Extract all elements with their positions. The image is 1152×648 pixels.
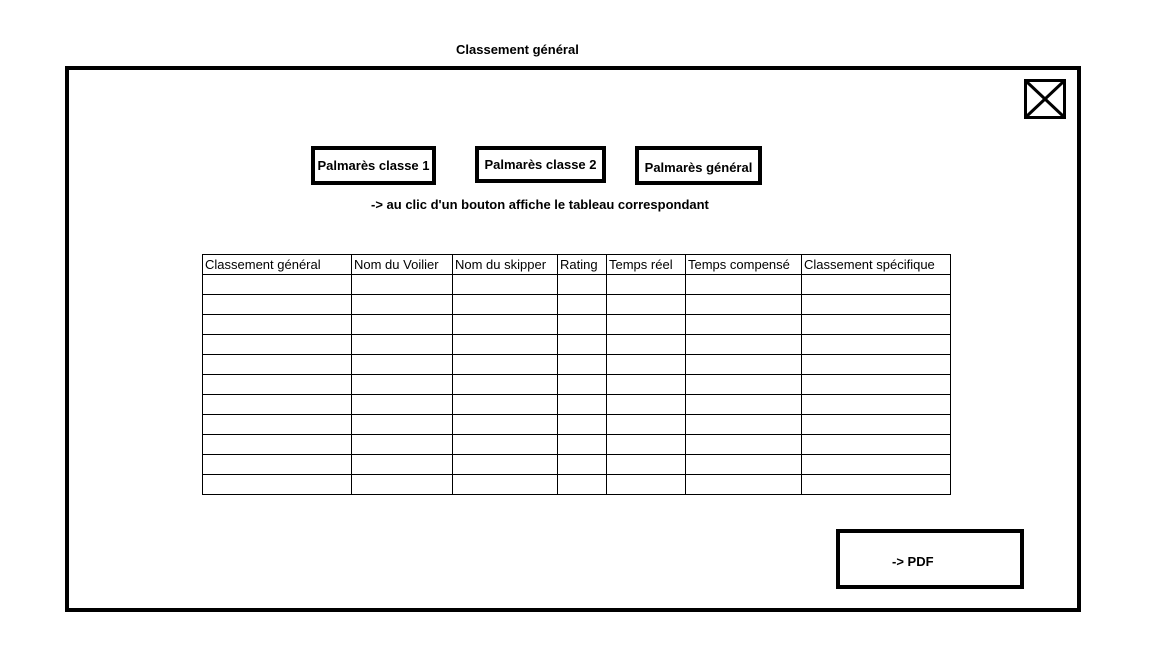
table-cell [802,455,951,475]
table-cell [607,315,686,335]
table-row [203,475,951,495]
column-header: Nom du skipper [453,255,558,275]
table-cell [203,475,352,495]
table-cell [352,315,453,335]
column-header: Rating [558,255,607,275]
column-header: Temps compensé [686,255,802,275]
table-row [203,315,951,335]
table-cell [686,295,802,315]
table-cell [802,355,951,375]
table-cell [203,455,352,475]
table-cell [352,295,453,315]
table-cell [203,315,352,335]
table-cell [802,475,951,495]
table-cell [203,435,352,455]
table-cell [352,395,453,415]
table-cell [203,295,352,315]
column-header: Temps réel [607,255,686,275]
table-cell [607,295,686,315]
table-cell [558,415,607,435]
table-cell [453,275,558,295]
table-cell [352,435,453,455]
table-cell [203,335,352,355]
table-cell [686,435,802,455]
table-cell [686,415,802,435]
table-cell [352,275,453,295]
table-cell [686,275,802,295]
table-body [203,275,951,495]
table-cell [558,475,607,495]
table-cell [607,415,686,435]
table-row [203,375,951,395]
table-cell [607,395,686,415]
close-icon [1027,82,1063,116]
palmares-classe1-button[interactable]: Palmarès classe 1 [311,146,436,185]
table-cell [558,455,607,475]
table-cell [802,415,951,435]
table-row [203,415,951,435]
table-row [203,435,951,455]
table-cell [686,315,802,335]
table-cell [352,475,453,495]
table-cell [558,355,607,375]
table-cell [558,315,607,335]
table-cell [686,375,802,395]
table-cell [607,355,686,375]
table-cell [453,475,558,495]
table-cell [203,375,352,395]
table-cell [802,395,951,415]
hint-text: -> au clic d'un bouton affiche le tableau correspondant [371,197,709,212]
table-cell [802,375,951,395]
column-header: Classement spécifique [802,255,951,275]
table-cell [686,395,802,415]
table-cell [607,435,686,455]
table-cell [558,395,607,415]
table-cell [558,295,607,315]
table-cell [352,335,453,355]
column-header: Classement général [203,255,352,275]
table-cell [352,375,453,395]
table-cell [686,475,802,495]
column-header: Nom du Voilier [352,255,453,275]
table-cell [802,335,951,355]
table-header-row [203,255,951,275]
table-row [203,355,951,375]
table-row [203,455,951,475]
table-row [203,335,951,355]
table-cell [453,455,558,475]
results-table [202,254,951,495]
table-cell [686,335,802,355]
table-cell [453,315,558,335]
table-cell [686,455,802,475]
table-cell [802,315,951,335]
table-cell [203,395,352,415]
table-cell [352,355,453,375]
close-button[interactable] [1024,79,1066,119]
table-cell [453,435,558,455]
palmares-general-button[interactable]: Palmarès général [635,146,762,185]
table-cell [802,275,951,295]
table-cell [203,355,352,375]
table-cell [453,335,558,355]
table-cell [453,355,558,375]
table-cell [607,455,686,475]
table-cell [802,295,951,315]
table-cell [607,335,686,355]
table-cell [558,375,607,395]
table-cell [558,435,607,455]
table-cell [453,375,558,395]
table-cell [453,415,558,435]
table-cell [558,275,607,295]
table-cell [802,435,951,455]
table-row [203,295,951,315]
table-cell [453,295,558,315]
table-cell [607,275,686,295]
table-cell [453,395,558,415]
table-cell [352,455,453,475]
table-cell [352,415,453,435]
palmares-classe2-button[interactable]: Palmarès classe 2 [475,146,606,183]
window-title: Classement général [456,42,579,57]
table-cell [558,335,607,355]
table-cell [203,275,352,295]
table-row [203,275,951,295]
table-cell [686,355,802,375]
pdf-export-label: -> PDF [892,554,934,569]
pdf-export-button[interactable] [836,529,1024,589]
table-row [203,395,951,415]
table-cell [607,475,686,495]
table-cell [607,375,686,395]
table-cell [203,415,352,435]
